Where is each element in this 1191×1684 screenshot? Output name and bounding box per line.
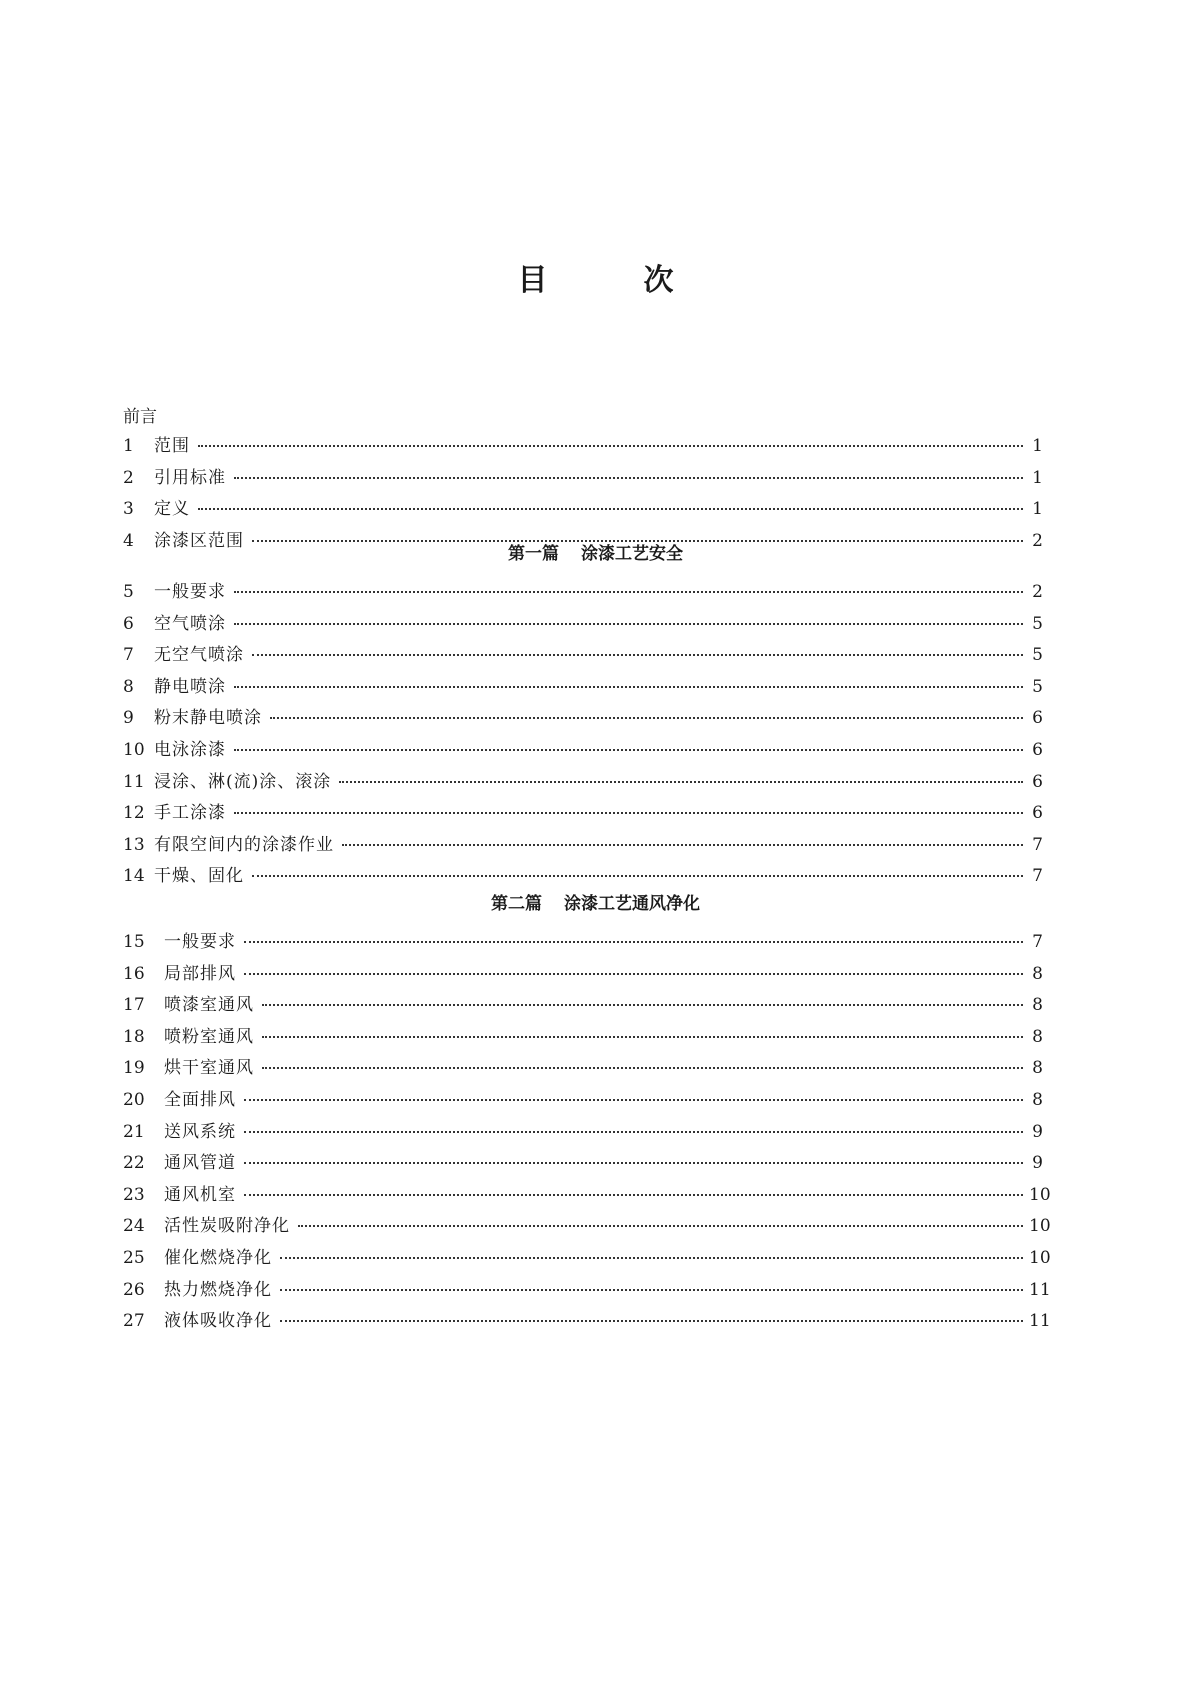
toc-entry-page: 10 — [1029, 1184, 1051, 1205]
toc-entry-number: 6 — [123, 613, 134, 634]
toc-entry-title: 活性炭吸附净化 — [164, 1216, 290, 1237]
toc-entry-page: 10 — [1029, 1247, 1051, 1268]
toc-entry-title: 喷粉室通风 — [164, 1026, 254, 1047]
toc-dot-leader — [280, 1320, 1023, 1322]
toc-entry[interactable] — [123, 1275, 1051, 1307]
toc-entry-page: 6 — [1032, 739, 1043, 760]
toc-entry-number: 7 — [123, 645, 134, 666]
page-title-char-1: 目 — [517, 263, 548, 298]
toc-entry[interactable] — [123, 463, 1043, 495]
toc-preface[interactable]: 前言 — [123, 407, 157, 427]
toc-entry-number: 23 — [123, 1184, 145, 1205]
toc-entry-number: 26 — [123, 1279, 145, 1300]
toc-dot-leader — [244, 1099, 1023, 1101]
toc-entry-title: 手工涂漆 — [154, 803, 226, 824]
toc-entry-title: 电泳涂漆 — [154, 739, 226, 760]
toc-entry-title: 送风系统 — [164, 1121, 236, 1142]
toc-entry-title: 局部排风 — [164, 963, 236, 984]
toc-entry-page: 6 — [1032, 708, 1043, 729]
toc-entry-number: 5 — [123, 582, 134, 602]
toc-entry-number: 4 — [123, 530, 134, 551]
toc-dot-leader — [262, 1004, 1023, 1006]
toc-entry-page: 8 — [1032, 1026, 1043, 1047]
part-1-label: 第一篇 — [508, 544, 559, 564]
toc-entry[interactable] — [123, 1117, 1043, 1149]
toc-dot-leader — [339, 781, 1023, 783]
toc-entry-title: 烘干室通风 — [164, 1058, 254, 1079]
toc-dot-leader — [198, 508, 1023, 510]
toc-dot-leader — [252, 654, 1023, 656]
toc-entry-page: 5 — [1032, 645, 1043, 666]
toc-entry-number: 20 — [123, 1089, 145, 1110]
toc-entry-page: 11 — [1029, 1311, 1051, 1332]
toc-entry-title: 通风机室 — [164, 1184, 236, 1205]
toc-entry[interactable] — [123, 927, 1043, 959]
toc-entry-number: 8 — [123, 676, 134, 697]
toc-entry-title: 粉末静电喷涂 — [154, 708, 262, 729]
toc-entry-number: 19 — [123, 1058, 145, 1079]
part-heading-2 — [0, 889, 1191, 914]
toc-entry[interactable] — [123, 1053, 1043, 1085]
part-heading-1 — [0, 539, 1191, 564]
toc-entry[interactable] — [123, 1306, 1051, 1338]
toc-entry-title: 范围 — [154, 436, 190, 456]
toc-entry-title: 引用标准 — [154, 467, 226, 488]
toc-entry-number: 17 — [123, 995, 145, 1016]
page-title — [0, 255, 1191, 299]
toc-entry-page: 11 — [1029, 1279, 1051, 1300]
toc-entry-title: 通风管道 — [164, 1153, 236, 1174]
toc-entry-page: 1 — [1032, 499, 1043, 520]
toc-entry-title: 涂漆区范围 — [154, 530, 244, 551]
toc-dot-leader — [234, 749, 1023, 751]
toc-entry-number: 14 — [123, 866, 145, 887]
toc-entry-title: 全面排风 — [164, 1089, 236, 1110]
toc-entry-page: 7 — [1032, 866, 1043, 887]
toc-entry-title: 热力燃烧净化 — [164, 1279, 272, 1300]
toc-entry[interactable] — [123, 990, 1043, 1022]
toc-entry-page: 2 — [1032, 530, 1043, 551]
toc-entry-title: 液体吸收净化 — [164, 1311, 272, 1332]
toc-entry-page: 1 — [1032, 467, 1043, 488]
toc-entry-page: 7 — [1032, 834, 1043, 855]
toc-entry-page: 5 — [1032, 613, 1043, 634]
toc-entry-number: 21 — [123, 1121, 145, 1142]
toc-entry-number: 22 — [123, 1153, 145, 1174]
toc-entry[interactable] — [123, 640, 1043, 672]
toc-entry-number: 12 — [123, 803, 145, 824]
toc-dot-leader — [298, 1225, 1023, 1227]
toc-dot-leader — [244, 1194, 1023, 1196]
part-2-name: 涂漆工艺通风净化 — [564, 894, 700, 914]
toc-entry-number: 25 — [123, 1247, 145, 1268]
toc-dot-leader — [244, 1131, 1023, 1133]
toc-entry-number: 18 — [123, 1026, 145, 1047]
toc-entry-number: 15 — [123, 932, 145, 952]
toc-dot-leader — [262, 1067, 1023, 1069]
toc-entry-page: 5 — [1032, 676, 1043, 697]
toc-dot-leader — [244, 973, 1023, 975]
toc-entry-number: 1 — [123, 436, 134, 456]
toc-entry[interactable] — [123, 703, 1043, 735]
toc-entry-title: 喷漆室通风 — [164, 995, 254, 1016]
page-title-char-2: 次 — [643, 263, 674, 298]
toc-entry-title: 有限空间内的涂漆作业 — [154, 834, 334, 855]
toc-dot-leader — [262, 1036, 1023, 1038]
toc-dot-leader — [234, 623, 1023, 625]
toc-entry[interactable] — [123, 767, 1043, 799]
toc-entry-page: 6 — [1032, 771, 1043, 792]
toc-entry-page: 8 — [1032, 1089, 1043, 1110]
toc-entry-title: 无空气喷涂 — [154, 645, 244, 666]
toc-entry-number: 10 — [123, 739, 145, 760]
toc-entry[interactable] — [123, 577, 1043, 609]
toc-entry[interactable] — [123, 494, 1043, 526]
toc-dot-leader — [342, 844, 1023, 846]
toc-entry[interactable] — [123, 1085, 1043, 1117]
toc-entry[interactable] — [123, 959, 1043, 991]
toc-entry-title: 静电喷涂 — [154, 676, 226, 697]
toc-entry-number: 24 — [123, 1216, 145, 1237]
toc-dot-leader — [234, 591, 1023, 593]
toc-entry-page: 1 — [1032, 436, 1043, 456]
toc-dot-leader — [244, 1162, 1023, 1164]
toc-entry[interactable] — [123, 1022, 1043, 1054]
toc-dot-leader — [252, 875, 1023, 877]
toc-dot-leader — [198, 445, 1023, 447]
toc-entry-number: 3 — [123, 499, 134, 520]
toc-entry[interactable] — [123, 735, 1043, 767]
toc-entry-page: 6 — [1032, 803, 1043, 824]
toc-entry-page: 8 — [1032, 995, 1043, 1016]
toc-entry-title: 定义 — [154, 499, 190, 520]
toc-entry-title: 干燥、固化 — [154, 866, 244, 887]
toc-entry-title: 一般要求 — [164, 932, 236, 952]
toc-entry-number: 13 — [123, 834, 145, 855]
toc-dot-leader — [234, 686, 1023, 688]
toc-entry-title: 空气喷涂 — [154, 613, 226, 634]
toc-entry[interactable] — [123, 798, 1043, 830]
toc-entry-title: 催化燃烧净化 — [164, 1247, 272, 1268]
toc-dot-leader — [234, 812, 1023, 814]
toc-entry-title: 一般要求 — [154, 582, 226, 602]
toc-entry-number: 11 — [123, 771, 145, 792]
toc-entry[interactable] — [123, 1180, 1051, 1212]
toc-entry-page: 8 — [1032, 963, 1043, 984]
toc-entry[interactable] — [123, 1211, 1051, 1243]
toc-dot-leader — [234, 477, 1023, 479]
toc-entry-title: 浸涂、淋(流)涂、滚涂 — [154, 771, 332, 792]
toc-dot-leader — [280, 1257, 1023, 1259]
part-1-name: 涂漆工艺安全 — [581, 544, 683, 564]
toc-entry-number: 2 — [123, 467, 134, 488]
toc-entry-page: 8 — [1032, 1058, 1043, 1079]
toc-dot-leader — [244, 941, 1023, 943]
toc-dot-leader — [280, 1289, 1023, 1291]
toc-group-part-1 — [123, 577, 1043, 893]
toc-entry[interactable] — [123, 672, 1043, 704]
toc-entry-page: 10 — [1029, 1216, 1051, 1237]
toc-entry[interactable] — [123, 1243, 1051, 1275]
part-2-label: 第二篇 — [491, 894, 542, 914]
toc-entry-page: 9 — [1032, 1153, 1043, 1174]
toc-group-part-2 — [123, 927, 1051, 1338]
toc-entry-number: 27 — [123, 1311, 145, 1332]
toc-entry[interactable] — [123, 609, 1043, 641]
toc-entry[interactable] — [123, 431, 1043, 463]
toc-entry-number: 9 — [123, 708, 134, 729]
toc-entry-page: 2 — [1032, 582, 1043, 602]
toc-entry-number: 16 — [123, 963, 145, 984]
toc-entry[interactable] — [123, 1148, 1043, 1180]
toc-entry-page: 7 — [1032, 932, 1043, 952]
toc-dot-leader — [270, 717, 1023, 719]
toc-entry[interactable] — [123, 830, 1043, 862]
toc-entry-page: 9 — [1032, 1121, 1043, 1142]
